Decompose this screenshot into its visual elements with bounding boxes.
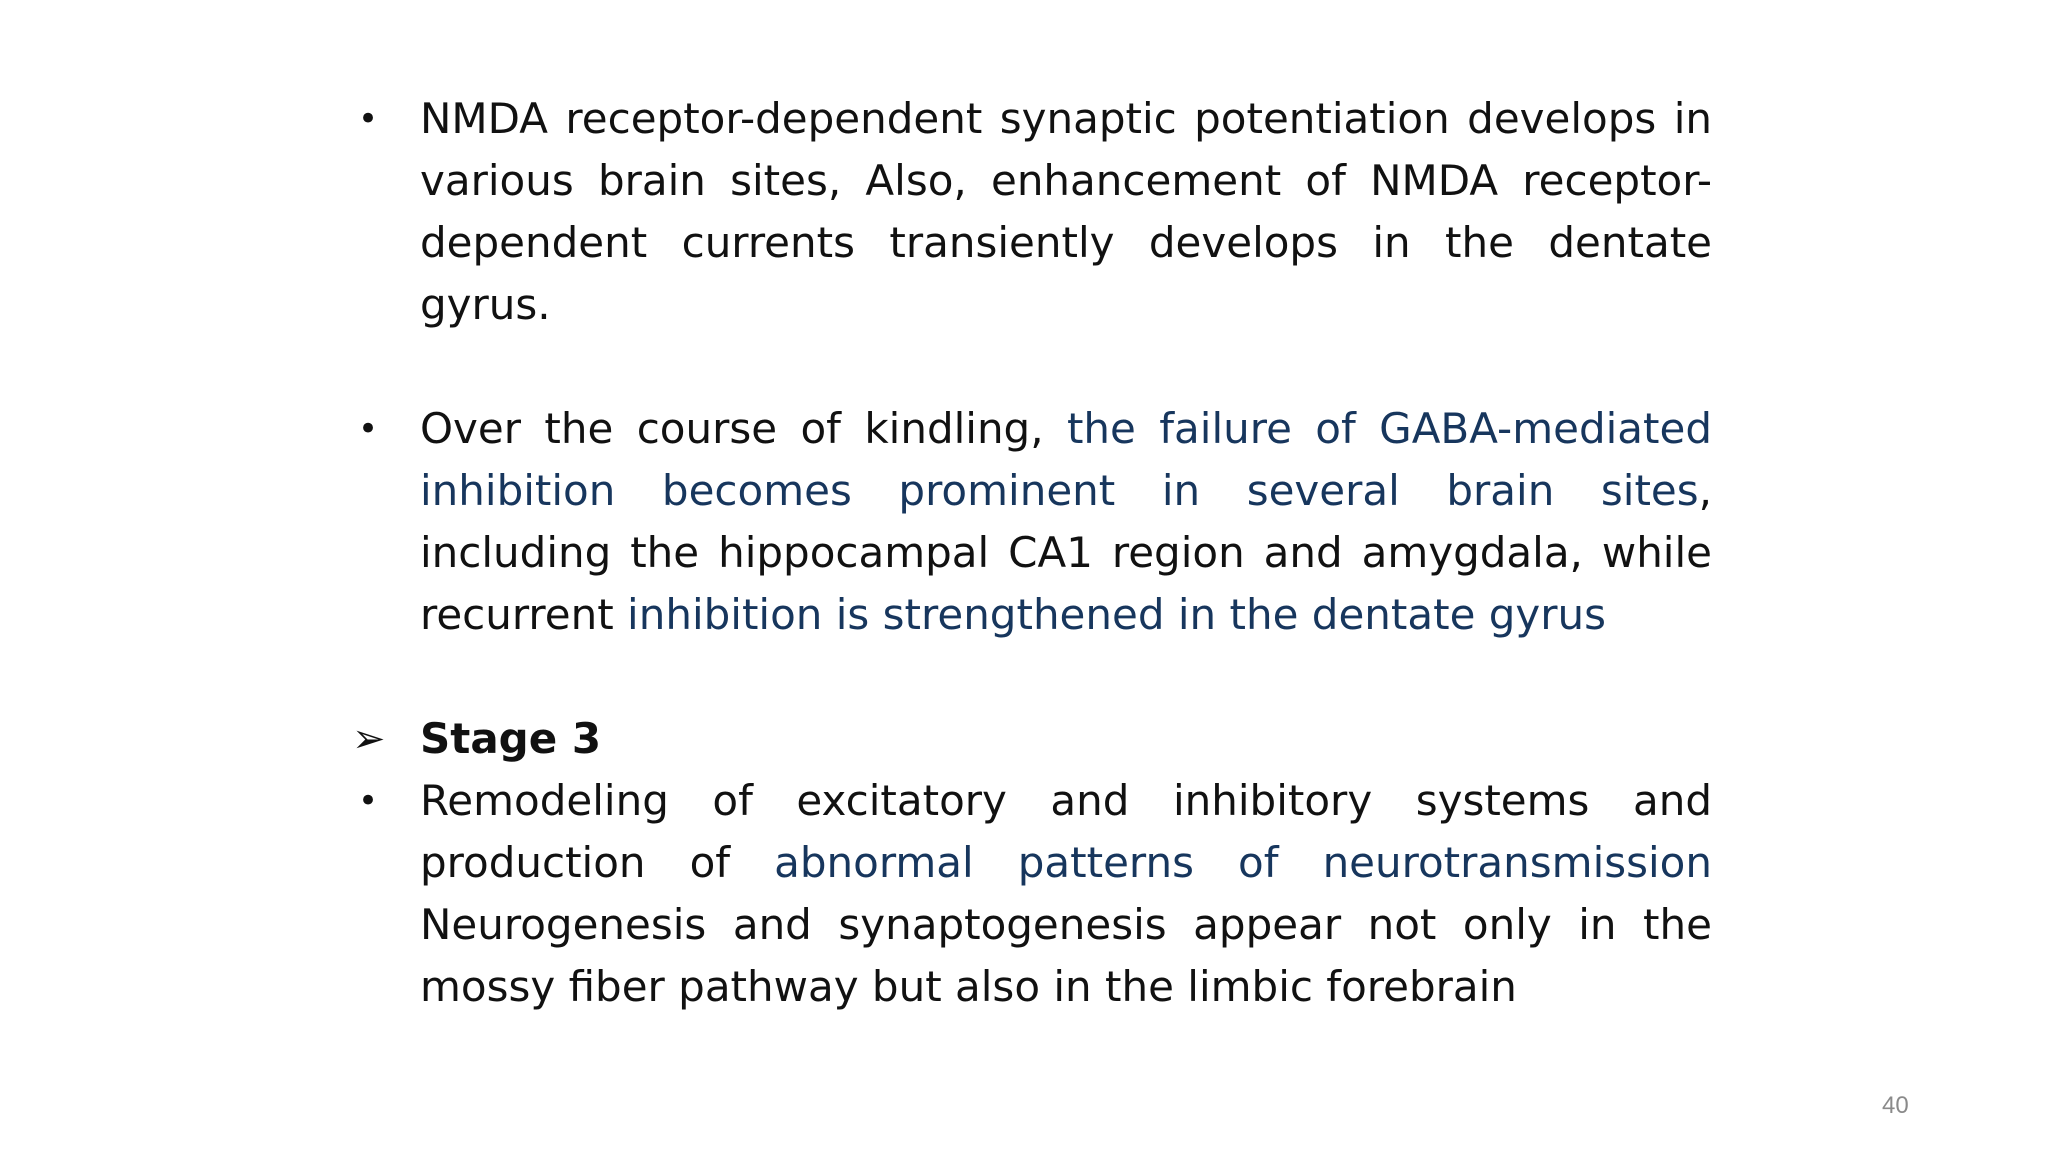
highlighted-text: inhibition is strengthened in the dentate gyrus (627, 590, 1607, 639)
spacer (352, 646, 1712, 708)
bullet-gaba-inhibition (352, 398, 1712, 646)
bullet-text: Remodeling of excitatory and inhibitory systems and production of (420, 776, 1712, 887)
page-number: 40 (1882, 1092, 1909, 1119)
arrow-bullet-icon: ➢ (352, 716, 386, 762)
bullet-text: , including the hippocampal CA1 region and amygdala, while recurrent (420, 466, 1712, 639)
bullet-dot-icon: • (358, 409, 379, 449)
highlighted-text: abnormal patterns of neurotransmission (774, 838, 1712, 887)
bullet-dot-icon: • (358, 781, 379, 821)
bullet-remodeling (352, 770, 1712, 1018)
bullet-text: NMDA receptor-dependent synaptic potentiation develops in various brain sites, Also, enhancement of NMDA receptor-dependent currents transiently develops in the dentate gyrus. (420, 94, 1712, 329)
bullet-text: Over the course of kindling, (420, 404, 1067, 453)
bullet-nmda-potentiation (352, 88, 1712, 336)
stage-title: Stage 3 (420, 714, 602, 763)
bullet-text: Neurogenesis and synaptogenesis appear not only in the mossy fiber pathway but also in the limbic forebrain (420, 900, 1712, 1011)
stage-heading (352, 708, 1712, 770)
spacer (352, 336, 1712, 398)
slide-content (352, 88, 1712, 1018)
highlighted-text: the failure of GABA-mediated inhibition becomes prominent in several brain sites (420, 404, 1712, 515)
bullet-dot-icon: • (358, 99, 379, 139)
